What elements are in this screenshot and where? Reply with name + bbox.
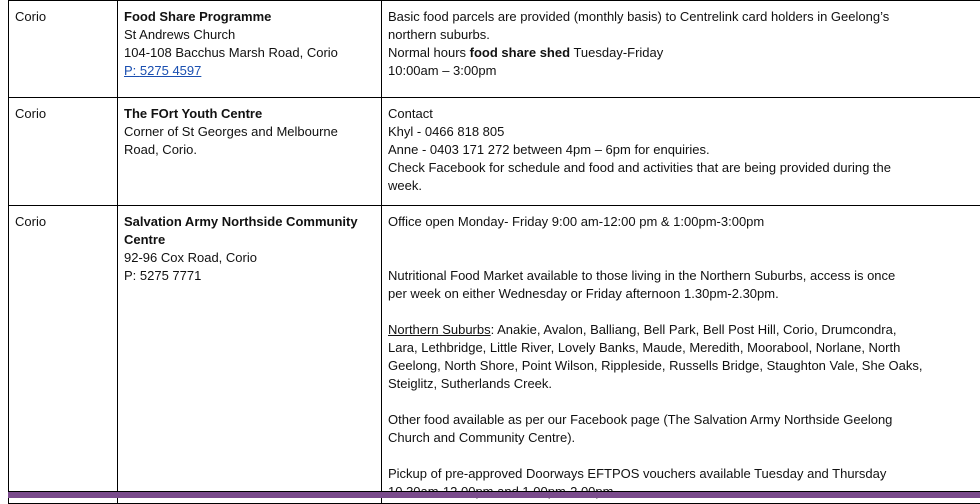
other-food-line: Other food available as per our Facebook page (The Salvation Army Northside Geelong	[388, 411, 974, 429]
suburbs-line: Lara, Lethbridge, Little River, Lovely Banks, Maude, Meredith, Moorabool, Norlane, North	[388, 339, 974, 357]
suburbs-line: Geelong, North Shore, Point Wilson, Rippleside, Russells Bridge, Staughton Vale, She Oaks,	[388, 357, 974, 375]
details-line: week.	[388, 177, 974, 195]
service-name: Food Share Programme	[124, 8, 375, 26]
service-cell	[118, 1, 382, 98]
hours-bold: food share shed	[470, 45, 570, 60]
suburb-label: Corio	[15, 213, 111, 231]
suburbs-text: : Anakie, Avalon, Balliang, Bell Park, Bell Post Hill, Corio, Drumcondra,	[491, 322, 897, 337]
details-line: Check Facebook for schedule and food and activities that are being provided during the	[388, 159, 974, 177]
address-line: Corner of St Georges and Melbourne	[124, 123, 375, 141]
table-row	[9, 206, 980, 504]
suburb-cell	[9, 1, 118, 98]
details-cell	[382, 1, 980, 98]
office-hours: Office open Monday- Friday 9:00 am-12:00 pm & 1:00pm-3:00pm	[388, 213, 974, 231]
suburb-label: Corio	[15, 8, 111, 26]
pickup-line: Pickup of pre-approved Doorways EFTPOS vouchers available Tuesday and Thursday	[388, 465, 974, 483]
phone-line: P: 5275 7771	[124, 267, 375, 285]
hours-suffix: Tuesday-Friday	[570, 45, 663, 60]
market-line: Nutritional Food Market available to those living in the Northern Suburbs, access is once	[388, 267, 974, 285]
suburbs-label: Northern Suburbs	[388, 322, 491, 337]
address-line: Road, Corio.	[124, 141, 375, 159]
hours-line	[388, 44, 974, 62]
service-name: Salvation Army Northside Community	[124, 213, 375, 231]
suburbs-line: Steiglitz, Sutherlands Creek.	[388, 375, 974, 393]
address-line: 92-96 Cox Road, Corio	[124, 249, 375, 267]
service-name: The FOrt Youth Centre	[124, 105, 375, 123]
details-line: Khyl - 0466 818 805	[388, 123, 974, 141]
details-line: 10:00am – 3:00pm	[388, 62, 974, 80]
details-line: Basic food parcels are provided (monthly basis) to Centrelink card holders in Geelong’s	[388, 8, 974, 26]
details-cell	[382, 206, 980, 504]
phone-prefix: P:	[124, 63, 140, 78]
market-line: per week on either Wednesday or Friday afternoon 1.30pm-2.30pm.	[388, 285, 974, 303]
phone-link[interactable]: 5275 4597	[140, 63, 201, 78]
suburb-label: Corio	[15, 105, 111, 123]
phone-line	[124, 62, 375, 80]
suburb-cell	[9, 98, 118, 206]
suburbs-line	[388, 321, 974, 339]
details-line: northern suburbs.	[388, 26, 974, 44]
services-table	[8, 0, 980, 504]
service-name-cont: Centre	[124, 231, 375, 249]
other-food-line: Church and Community Centre).	[388, 429, 974, 447]
details-cell	[382, 98, 980, 206]
service-cell	[118, 206, 382, 504]
details-line: Anne - 0403 171 272 between 4pm – 6pm for enquiries.	[388, 141, 974, 159]
hours-prefix: Normal hours	[388, 45, 470, 60]
table-row	[9, 98, 980, 206]
table-row	[9, 1, 980, 98]
details-line: Contact	[388, 105, 974, 123]
suburb-cell	[9, 206, 118, 504]
address-line: St Andrews Church	[124, 26, 375, 44]
address-line: 104-108 Bacchus Marsh Road, Corio	[124, 44, 375, 62]
service-cell	[118, 98, 382, 206]
